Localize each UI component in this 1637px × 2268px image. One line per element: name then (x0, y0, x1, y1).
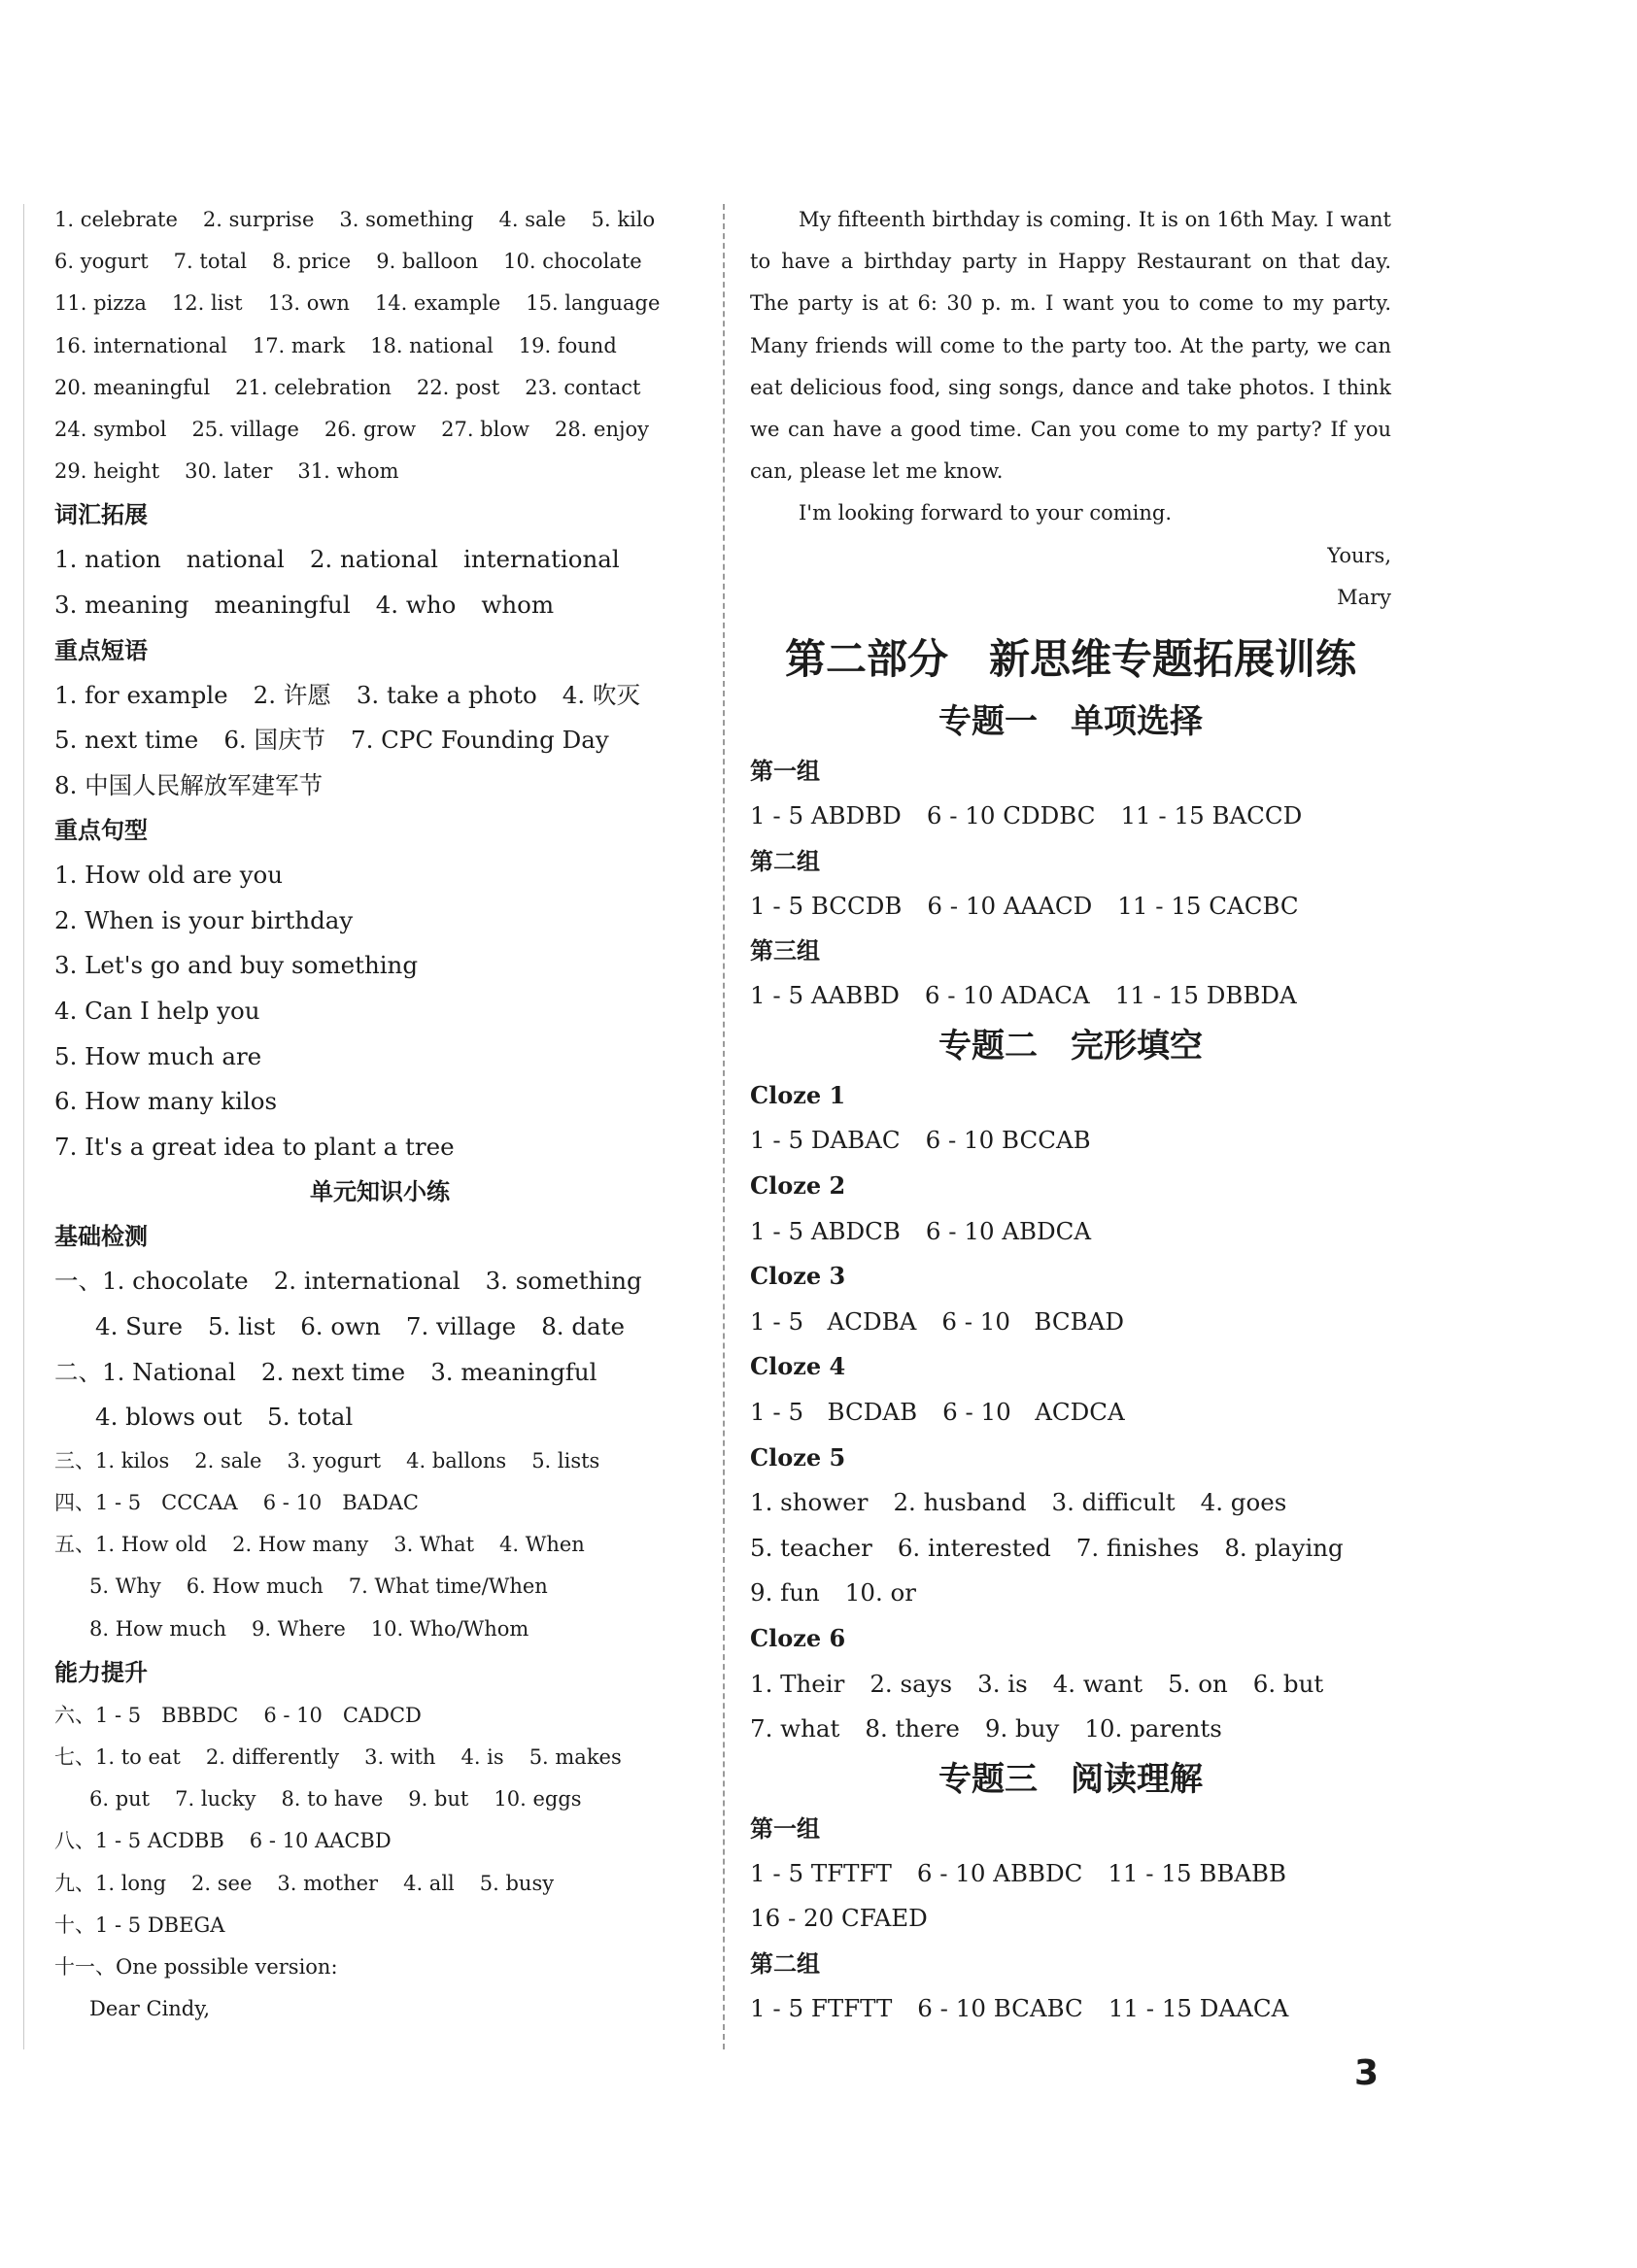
answer-item: 7. finishes (1075, 1533, 1200, 1562)
answer-item: 七、1. to eat (54, 1744, 181, 1769)
answer-item: 3. take a photo (356, 680, 537, 709)
answer-item: 20. meaningful (54, 375, 211, 399)
ability-answer-line (54, 1820, 705, 1862)
answer-item: 2. sale (194, 1448, 262, 1473)
answer-item: 2. see (191, 1871, 253, 1895)
right-column (750, 199, 1391, 2032)
answer-item: 5. on (1168, 1669, 1228, 1698)
ability-heading: 能力提升 (54, 1658, 148, 1686)
answer-item: 10. Who/Whom (370, 1616, 529, 1641)
vocab-line (54, 283, 705, 324)
answer-item: 1 - 5 ACDBA (750, 1306, 917, 1336)
group-label: Cloze 3 (750, 1262, 846, 1291)
answer-item: 10. parents (1084, 1714, 1222, 1743)
answer-item: 3. difficult (1051, 1488, 1176, 1517)
phrase-line (54, 763, 705, 809)
answer-item: 4. goes (1200, 1488, 1287, 1517)
answer-item: 六、1 - 5 BBBDC (54, 1703, 239, 1727)
answer-item: 11 - 15 BBABB (1108, 1858, 1287, 1887)
group-label: Cloze 1 (750, 1080, 846, 1109)
group-label: Cloze 5 (750, 1442, 846, 1472)
word-extension-line (54, 537, 705, 583)
basic-answer-line (54, 1350, 705, 1396)
answer-item: 1 - 5 DABAC (750, 1126, 901, 1155)
sentence-line: 1. How old are you (54, 861, 284, 890)
answer-item: 6 - 10 ACDCA (942, 1397, 1125, 1426)
answer-item: 2. husband (893, 1488, 1027, 1517)
answer-item: 8. How much (89, 1616, 227, 1641)
sentence-line: 4. Can I help you (54, 997, 260, 1026)
answer-item: 11 - 15 DBBDA (1114, 981, 1297, 1010)
answer-item: 6. interested (897, 1533, 1051, 1562)
ability-answers (54, 1695, 705, 2031)
answer-item: 6. put (89, 1787, 151, 1811)
answer-item: international (463, 545, 620, 574)
answer-item: 7. what (750, 1714, 840, 1743)
group-label: 第三组 (750, 937, 820, 965)
answer-item: 1 - 5 BCCDB (750, 891, 903, 920)
answer-item: 4. want (1052, 1669, 1143, 1698)
answer-item: 2. 许愿 (253, 680, 331, 709)
answer-item: 16. international (54, 333, 227, 357)
answer-item: 28. enjoy (554, 417, 649, 441)
answer-item: 1. for example (54, 680, 228, 709)
answer-item: 7. total (173, 250, 248, 274)
answer-item: 一、1. chocolate (54, 1267, 249, 1296)
answer-item: 2. surprise (202, 208, 315, 231)
answer-item: Dear Cindy, (89, 1997, 211, 2021)
answer-item: national (186, 545, 285, 574)
topic-three-answers (750, 1807, 1391, 2032)
ability-answer-line (54, 1737, 705, 1778)
phrase-line (54, 718, 705, 763)
answer-item: 8. price (272, 250, 352, 274)
answer-item: 九、1. long (54, 1871, 167, 1895)
answer-item: 5. next time (54, 726, 199, 755)
answer-item: 8. there (865, 1714, 960, 1743)
answer-item: 31. whom (297, 459, 399, 484)
answer-item: 2. next time (260, 1357, 406, 1386)
answer-item: 二、1. National (54, 1357, 236, 1386)
answer-item: 19. found (518, 333, 617, 357)
answer-line (750, 1300, 1391, 1345)
answer-item: 6. 国庆节 (223, 726, 325, 755)
answer-item: 6 - 10 BCCAB (925, 1126, 1091, 1155)
answer-item: 十、1 - 5 DBEGA (54, 1913, 225, 1937)
answer-line (750, 1851, 1391, 1897)
answer-item: 18. national (370, 333, 494, 357)
answer-item: 6 - 10 CDDBC (926, 801, 1096, 830)
answer-item: 8. to have (281, 1787, 384, 1811)
basic-answer-line (54, 1566, 705, 1608)
unit-practice-title: 单元知识小练 (310, 1178, 450, 1206)
letter-closing: Yours, (1327, 543, 1391, 567)
answer-item: 11 - 15 DAACA (1108, 1993, 1289, 2022)
answer-item: 5. kilo (591, 208, 656, 231)
answer-item: 26. grow (324, 417, 417, 441)
answer-item: 5. teacher (750, 1533, 872, 1562)
basic-answer-line (54, 1440, 705, 1482)
answer-item: 4. who (375, 590, 457, 619)
answer-item: 8. playing (1224, 1533, 1344, 1562)
group-label: 第一组 (750, 758, 820, 786)
topic-three-title: 专题三 阅读理解 (938, 1759, 1203, 1799)
answer-item: 2. differently (205, 1744, 340, 1769)
answer-item: 8. 中国人民解放军建军节 (54, 770, 324, 799)
sentence-line: 2. When is your birthday (54, 905, 354, 934)
answer-item: 1. shower (750, 1488, 869, 1517)
answer-item: 四、1 - 5 CCCAA (54, 1491, 238, 1514)
answer-item: 25. village (191, 417, 299, 441)
answer-item: 3. yogurt (287, 1448, 382, 1473)
answer-item: 1. celebrate (54, 208, 178, 231)
column-divider (723, 204, 725, 2049)
ability-answer-line (54, 1863, 705, 1905)
answer-item: 6. own (300, 1312, 381, 1341)
answer-item: 5. lists (531, 1448, 600, 1473)
letter-paragraph: I'm looking forward to your coming. (799, 501, 1173, 525)
answer-item: 14. example (374, 291, 501, 316)
vocab-line (54, 199, 705, 241)
answer-item: 1 - 5 FTFTT (750, 1993, 893, 2022)
answer-item: 9. Where (252, 1616, 346, 1641)
answer-line (750, 1526, 1391, 1572)
answer-item: 10. chocolate (503, 250, 642, 274)
answer-item: 13. own (267, 291, 350, 316)
group-label: 第二组 (750, 1949, 820, 1978)
ability-answer-line (54, 1988, 705, 2030)
answer-line (750, 1209, 1391, 1255)
answer-item: 5. makes (529, 1744, 622, 1769)
answer-line (750, 1986, 1391, 2032)
basic-check-answers (54, 1259, 705, 1649)
answer-item: 22. post (416, 375, 500, 399)
vocab-line (54, 409, 705, 451)
answer-item: 2. national (309, 545, 439, 574)
answer-line (750, 1118, 1391, 1164)
vocab-line (54, 325, 705, 367)
basic-check-heading: 基础检测 (54, 1223, 148, 1251)
answer-item: 6 - 10 BADAC (262, 1491, 419, 1514)
answer-item: 7. What time/When (348, 1574, 548, 1599)
answer-item: 27. blow (441, 417, 529, 441)
answer-item: 6 - 10 ABDCA (925, 1216, 1092, 1245)
letter-paragraph: My fifteenth birthday is coming. It is on 16th May. I want to have a birthday party in Happy Restaurant on that day. The party is at 6: 30 p. m. I want you to come to my party. Many friends will come to the party too. At the party, we can eat delicious food, sing songs, dance and take photos. I think we can have a good time. Can you come to my party? If you can, please let me know. (750, 208, 1391, 484)
key-sentences-list (54, 853, 705, 1169)
answer-line (750, 1571, 1391, 1616)
answer-item: 十一、One possible version: (54, 1954, 338, 1979)
phrase-line (54, 673, 705, 719)
answer-item: 9. fun (750, 1578, 820, 1608)
answer-item: 3. is (977, 1669, 1028, 1698)
group-label: Cloze 2 (750, 1171, 846, 1200)
answer-line (750, 973, 1391, 1019)
answer-item: whom (481, 590, 555, 619)
answer-item: 3. meaning (54, 590, 189, 619)
answer-item: 4. sale (498, 208, 566, 231)
letter-signature: Mary (1337, 585, 1391, 609)
answer-item: 4. ballons (406, 1448, 507, 1473)
answer-item: 1. Their (750, 1669, 845, 1698)
answer-item: 7. CPC Founding Day (350, 726, 609, 755)
answer-item: 3. mother (277, 1871, 379, 1895)
topic-two-title: 专题二 完形填空 (938, 1026, 1203, 1066)
answer-item: 9. balloon (376, 250, 479, 274)
group-label: 第一组 (750, 1814, 820, 1843)
answer-item: 4. Sure (95, 1312, 183, 1341)
answer-item: 6 - 10 AAACD (927, 891, 1093, 920)
answer-item: 1. nation (54, 545, 161, 574)
answer-item: 3. meaningful (430, 1357, 597, 1386)
word-extension-heading: 词汇拓展 (54, 501, 148, 529)
answer-item: 30. later (185, 459, 273, 484)
ability-answer-line (54, 1778, 705, 1820)
sentence-line: 5. How much are (54, 1041, 262, 1070)
answer-item: 23. contact (525, 375, 641, 399)
answer-item: 3. something (339, 208, 474, 231)
vocab-line (54, 367, 705, 409)
answer-item: 3. with (364, 1744, 436, 1769)
answer-line (750, 1390, 1391, 1436)
sample-letter (750, 199, 1391, 619)
answer-item: 3. What (393, 1533, 475, 1557)
answer-line (750, 884, 1391, 930)
answer-item: 8. date (541, 1312, 625, 1341)
basic-answer-line (54, 1304, 705, 1350)
answer-item: 三、1. kilos (54, 1448, 170, 1473)
topic-one-answers (750, 749, 1391, 1019)
word-extension-list (54, 537, 705, 627)
answer-item: 1 - 5 BCDAB (750, 1397, 918, 1426)
answer-item: 6 - 10 CADCD (263, 1703, 422, 1727)
key-phrases-heading: 重点短语 (54, 636, 148, 664)
basic-answer-line (54, 1482, 705, 1524)
page-number: 3 (1354, 2053, 1380, 2093)
sentence-line: 3. Let's go and buy something (54, 951, 419, 980)
answer-item: meaningful (214, 590, 351, 619)
basic-answer-line (54, 1259, 705, 1304)
sentence-line: 7. It's a great idea to plant a tree (54, 1132, 455, 1161)
answer-item: 21. celebration (235, 375, 392, 399)
answer-item: 7. lucky (175, 1787, 256, 1811)
answer-item: 3. something (485, 1267, 642, 1296)
word-extension-line (54, 583, 705, 628)
basic-answer-line (54, 1608, 705, 1650)
ability-answer-line (54, 1905, 705, 1946)
sentence-line: 6. How many kilos (54, 1087, 278, 1116)
answer-item: 10. eggs (494, 1787, 582, 1811)
key-phrases-list (54, 673, 705, 809)
answer-item: 24. symbol (54, 417, 167, 441)
group-label: Cloze 6 (750, 1623, 846, 1652)
answer-item: 4. is (460, 1744, 504, 1769)
answer-item: 八、1 - 5 ACDBB (54, 1829, 224, 1853)
answer-item: 2. How many (232, 1533, 369, 1557)
answer-item: 4. 吹灭 (562, 680, 640, 709)
answer-item: 11 - 15 BACCD (1120, 801, 1303, 830)
left-column (54, 199, 705, 2030)
answer-item: 5. total (267, 1403, 354, 1432)
answer-item: 6. yogurt (54, 250, 149, 274)
answer-item: 6. but (1252, 1669, 1324, 1698)
vocab-line (54, 241, 705, 283)
group-label: 第二组 (750, 847, 820, 875)
answer-item: 10. or (844, 1578, 917, 1608)
answer-item: 9. but (408, 1787, 469, 1811)
key-sentences-heading: 重点句型 (54, 817, 148, 845)
answer-item: 5. Why (89, 1574, 161, 1599)
answer-item: 1 - 5 AABBD (750, 981, 900, 1010)
answer-item: 6 - 10 AACBD (249, 1829, 392, 1853)
basic-answer-line (54, 1395, 705, 1440)
answer-item: 6 - 10 ADACA (924, 981, 1090, 1010)
answer-item: 17. mark (252, 333, 346, 357)
answer-item: 7. village (405, 1312, 517, 1341)
answer-line (750, 1707, 1391, 1752)
answer-item: 16 - 20 CFAED (750, 1904, 928, 1933)
answer-item: 1 - 5 TFTFT (750, 1858, 892, 1887)
answer-line (750, 1896, 1391, 1942)
answer-line (750, 794, 1391, 839)
ability-answer-line (54, 1946, 705, 1988)
answer-line (750, 1662, 1391, 1708)
group-label: Cloze 4 (750, 1352, 846, 1381)
part-two-title: 第二部分 新思维专题拓展训练 (784, 635, 1356, 684)
answer-item: 11 - 15 CACBC (1117, 891, 1299, 920)
page-edge-rule (23, 204, 24, 2049)
vocab-list (54, 199, 705, 492)
answer-item: 11. pizza (54, 291, 147, 316)
answer-item: 12. list (171, 291, 243, 316)
answer-item: 1 - 5 ABDCB (750, 1216, 901, 1245)
answer-item: 4. all (403, 1871, 455, 1895)
basic-answer-line (54, 1524, 705, 1566)
answer-item: 4. blows out (95, 1403, 243, 1432)
answer-item: 6. How much (186, 1574, 324, 1599)
ability-answer-line (54, 1695, 705, 1737)
answer-line (750, 1480, 1391, 1526)
answer-item: 2. international (273, 1267, 460, 1296)
answer-item: 五、1. How old (54, 1533, 208, 1557)
answer-item: 6 - 10 ABBDC (916, 1858, 1083, 1887)
answer-item: 6 - 10 BCBAD (941, 1306, 1124, 1336)
answer-item: 9. buy (984, 1714, 1060, 1743)
topic-one-title: 专题一 单项选择 (938, 702, 1203, 742)
answer-item: 29. height (54, 459, 160, 484)
answer-item: 15. language (526, 291, 661, 316)
answer-item: 1 - 5 ABDBD (750, 801, 902, 830)
topic-two-answers (750, 1073, 1391, 1752)
answer-item: 6 - 10 BCABC (917, 1993, 1083, 2022)
answer-item: 5. busy (479, 1871, 555, 1895)
answer-item: 4. When (499, 1533, 585, 1557)
vocab-line (54, 451, 705, 492)
answer-item: 5. list (207, 1312, 276, 1341)
answer-item: 2. says (870, 1669, 953, 1698)
